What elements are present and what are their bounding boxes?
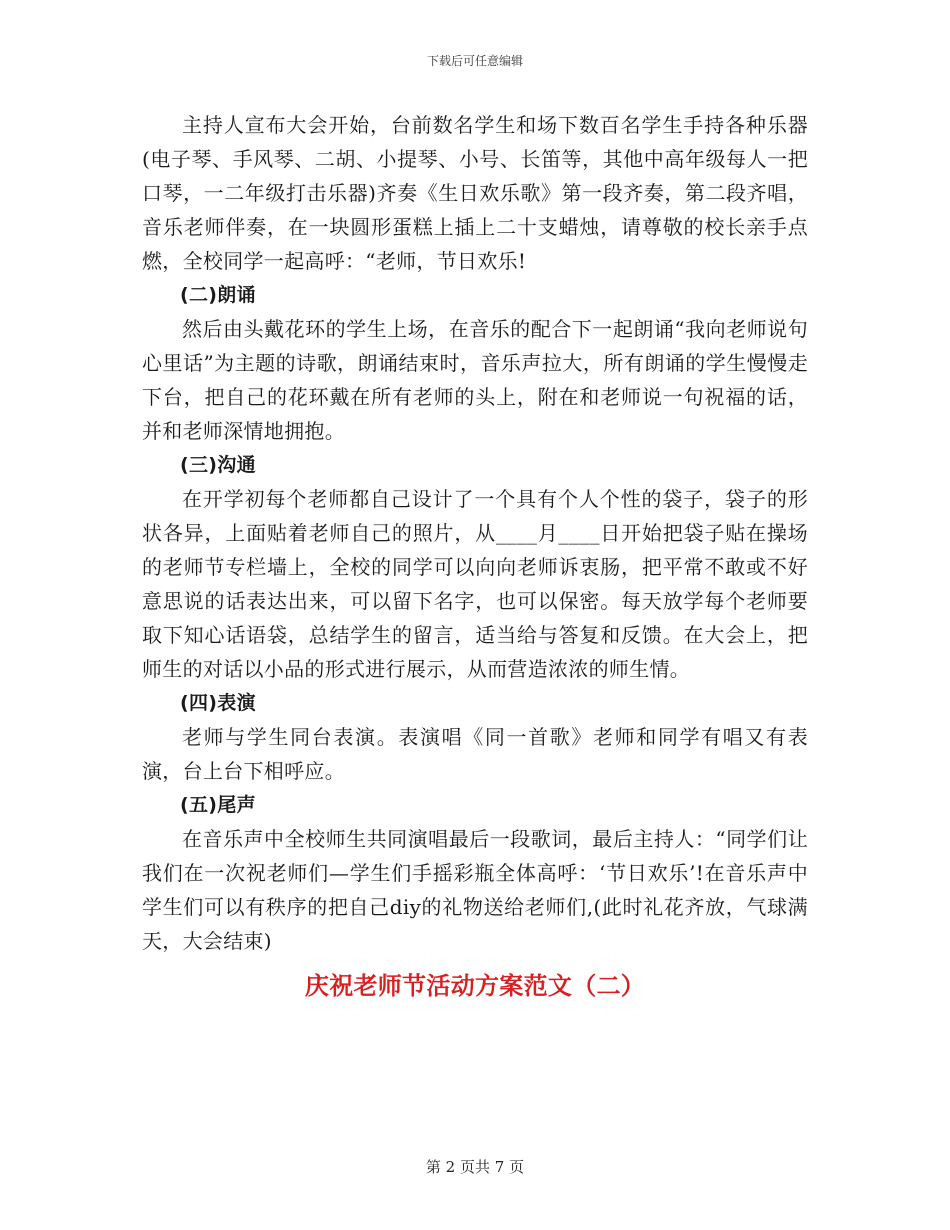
next-section-title: 庆祝老师节活动方案范文（二） <box>304 972 646 1000</box>
paragraph-opening: 主持人宣布大会开始，台前数名学生和场下数百名学生手持各种乐器(电子琴、手风琴、二胡、小提琴、小号、长笛等，其他中高年级每人一把口琴，一二年级打击乐器)齐奏《生日欢乐歌》第一段齐奏，第二段齐唱，音乐老师伴奏，在一块圆形蛋糕上插上二十支蜡烛，请尊敬的校长亲手点燃，全校同学一起高呼：“老师，节日欢乐! <box>142 113 808 273</box>
document-body <box>142 108 808 1004</box>
paragraph-performance: 老师与学生同台表演。表演唱《同一首歌》老师和同学有唱又有表演，台上台下相呼应。 <box>142 725 808 783</box>
section-heading-ending: (五)尾声 <box>180 794 256 816</box>
section-heading-communication: (三)沟通 <box>180 454 256 476</box>
page-number: 第 2 页共 7 页 <box>425 1158 525 1176</box>
paragraph-ending: 在音乐声中全校师生共同演唱最后一段歌词，最后主持人：“同学们让我们在一次祝老师们—学生们手摇彩瓶全体高呼：‘节日欢乐’!在音乐声中学生们可以有秩序的把自己diy的礼物送给老师们,(此时礼花齐放，气球满天，大会结束) <box>142 827 808 953</box>
paragraph-communication: 在开学初每个老师都自己设计了一个具有个人个性的袋子，袋子的形状各异，上面贴着老师自己的照片，从____月____日开始把袋子贴在操场的老师节专栏墙上，全校的同学可以向向老师诉衷肠，把平常不敢或不好意思说的话表达出来，可以留下名字，也可以保密。每天放学每个老师要取下知心话语袋，总结学生的留言，适当给与答复和反馈。在大会上，把师生的对话以小品的形式进行展示，从而营造浓浓的师生情。 <box>142 487 808 681</box>
page-header: 下载后可任意编辑 <box>426 54 523 68</box>
paragraph-recitation: 然后由头戴花环的学生上场，在音乐的配合下一起朗诵“我向老师说句心里话”为主题的诗歌，朗诵结束时，音乐声拉大，所有朗诵的学生慢慢走下台，把自己的花环戴在所有老师的头上，附在和老师说一句祝福的话，并和老师深情地拥抱。 <box>142 317 808 443</box>
section-heading-recitation: (二)朗诵 <box>180 284 256 306</box>
section-heading-performance: (四)表演 <box>180 692 256 714</box>
